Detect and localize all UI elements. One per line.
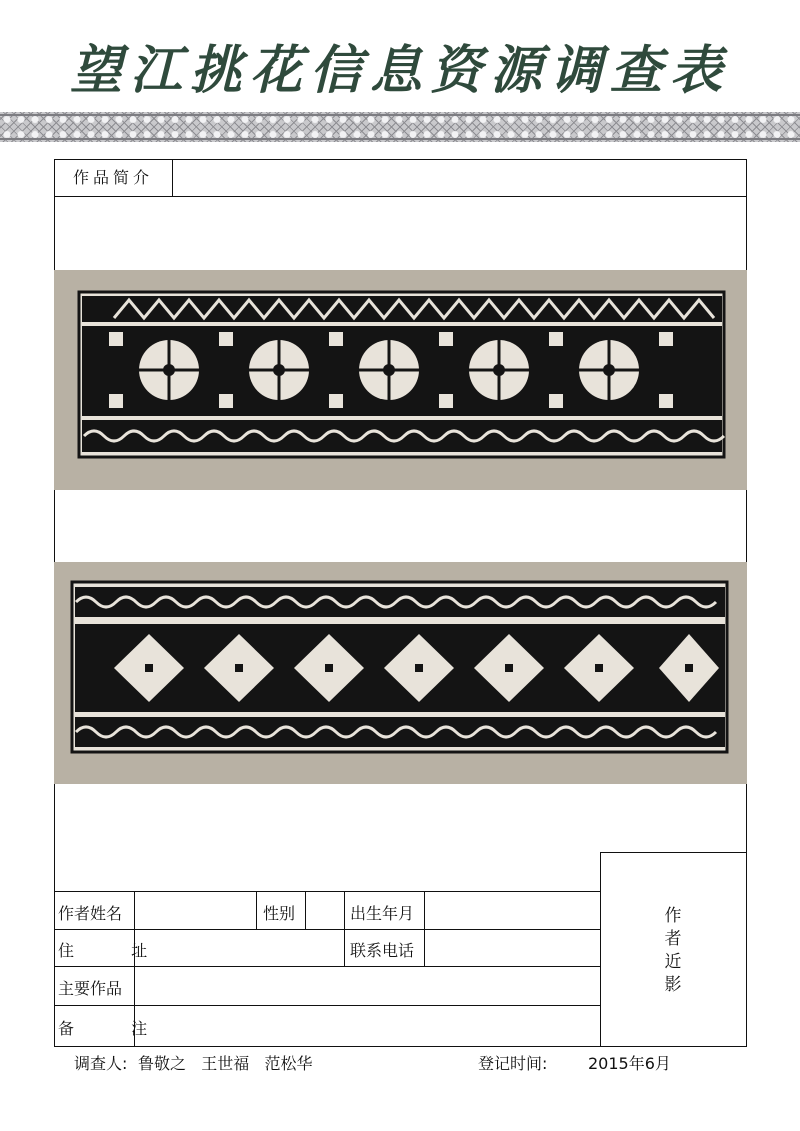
decorative-band	[0, 112, 800, 142]
table-line	[305, 891, 306, 929]
gender-label: 性别	[263, 904, 296, 923]
author-name-field[interactable]	[136, 893, 254, 927]
author-photo-box[interactable]	[600, 852, 747, 1047]
works-field[interactable]	[136, 968, 598, 1003]
intro-label: 作品简介	[54, 159, 173, 196]
table-line	[344, 891, 345, 966]
investigators-label: 调查人:	[74, 1054, 128, 1073]
remarks-field[interactable]	[136, 1007, 598, 1045]
table-line	[54, 1005, 600, 1006]
author-photo-label: 作者近影	[664, 906, 682, 995]
remarks-label: 备 注	[58, 1019, 174, 1038]
embroidery-photo-2	[54, 562, 747, 784]
page-title: 望江挑花信息资源调查表	[69, 40, 730, 101]
table-line	[54, 966, 600, 967]
address-field[interactable]	[136, 931, 342, 964]
works-label: 主要作品	[58, 979, 123, 998]
embroidery-photo-1	[54, 270, 747, 490]
phone-field[interactable]	[426, 931, 598, 964]
date-label: 登记时间:	[478, 1054, 548, 1073]
author-name-label: 作者姓名	[58, 904, 123, 923]
phone-label: 联系电话	[350, 941, 415, 960]
table-line	[256, 891, 257, 929]
embroidery-band-flower-icon	[54, 270, 747, 490]
register-date: 2015年6月	[588, 1054, 671, 1073]
investigators: 鲁敬之 王世福 范松华	[138, 1054, 313, 1073]
birth-label: 出生年月	[350, 904, 415, 923]
table-line	[54, 891, 600, 892]
address-label: 住 址	[58, 941, 174, 960]
birth-field[interactable]	[426, 893, 598, 927]
embroidery-band-lattice-icon	[54, 562, 747, 784]
table-line	[54, 929, 600, 930]
table-line	[424, 891, 425, 966]
intro-row	[54, 159, 747, 197]
gender-field[interactable]	[307, 893, 342, 927]
